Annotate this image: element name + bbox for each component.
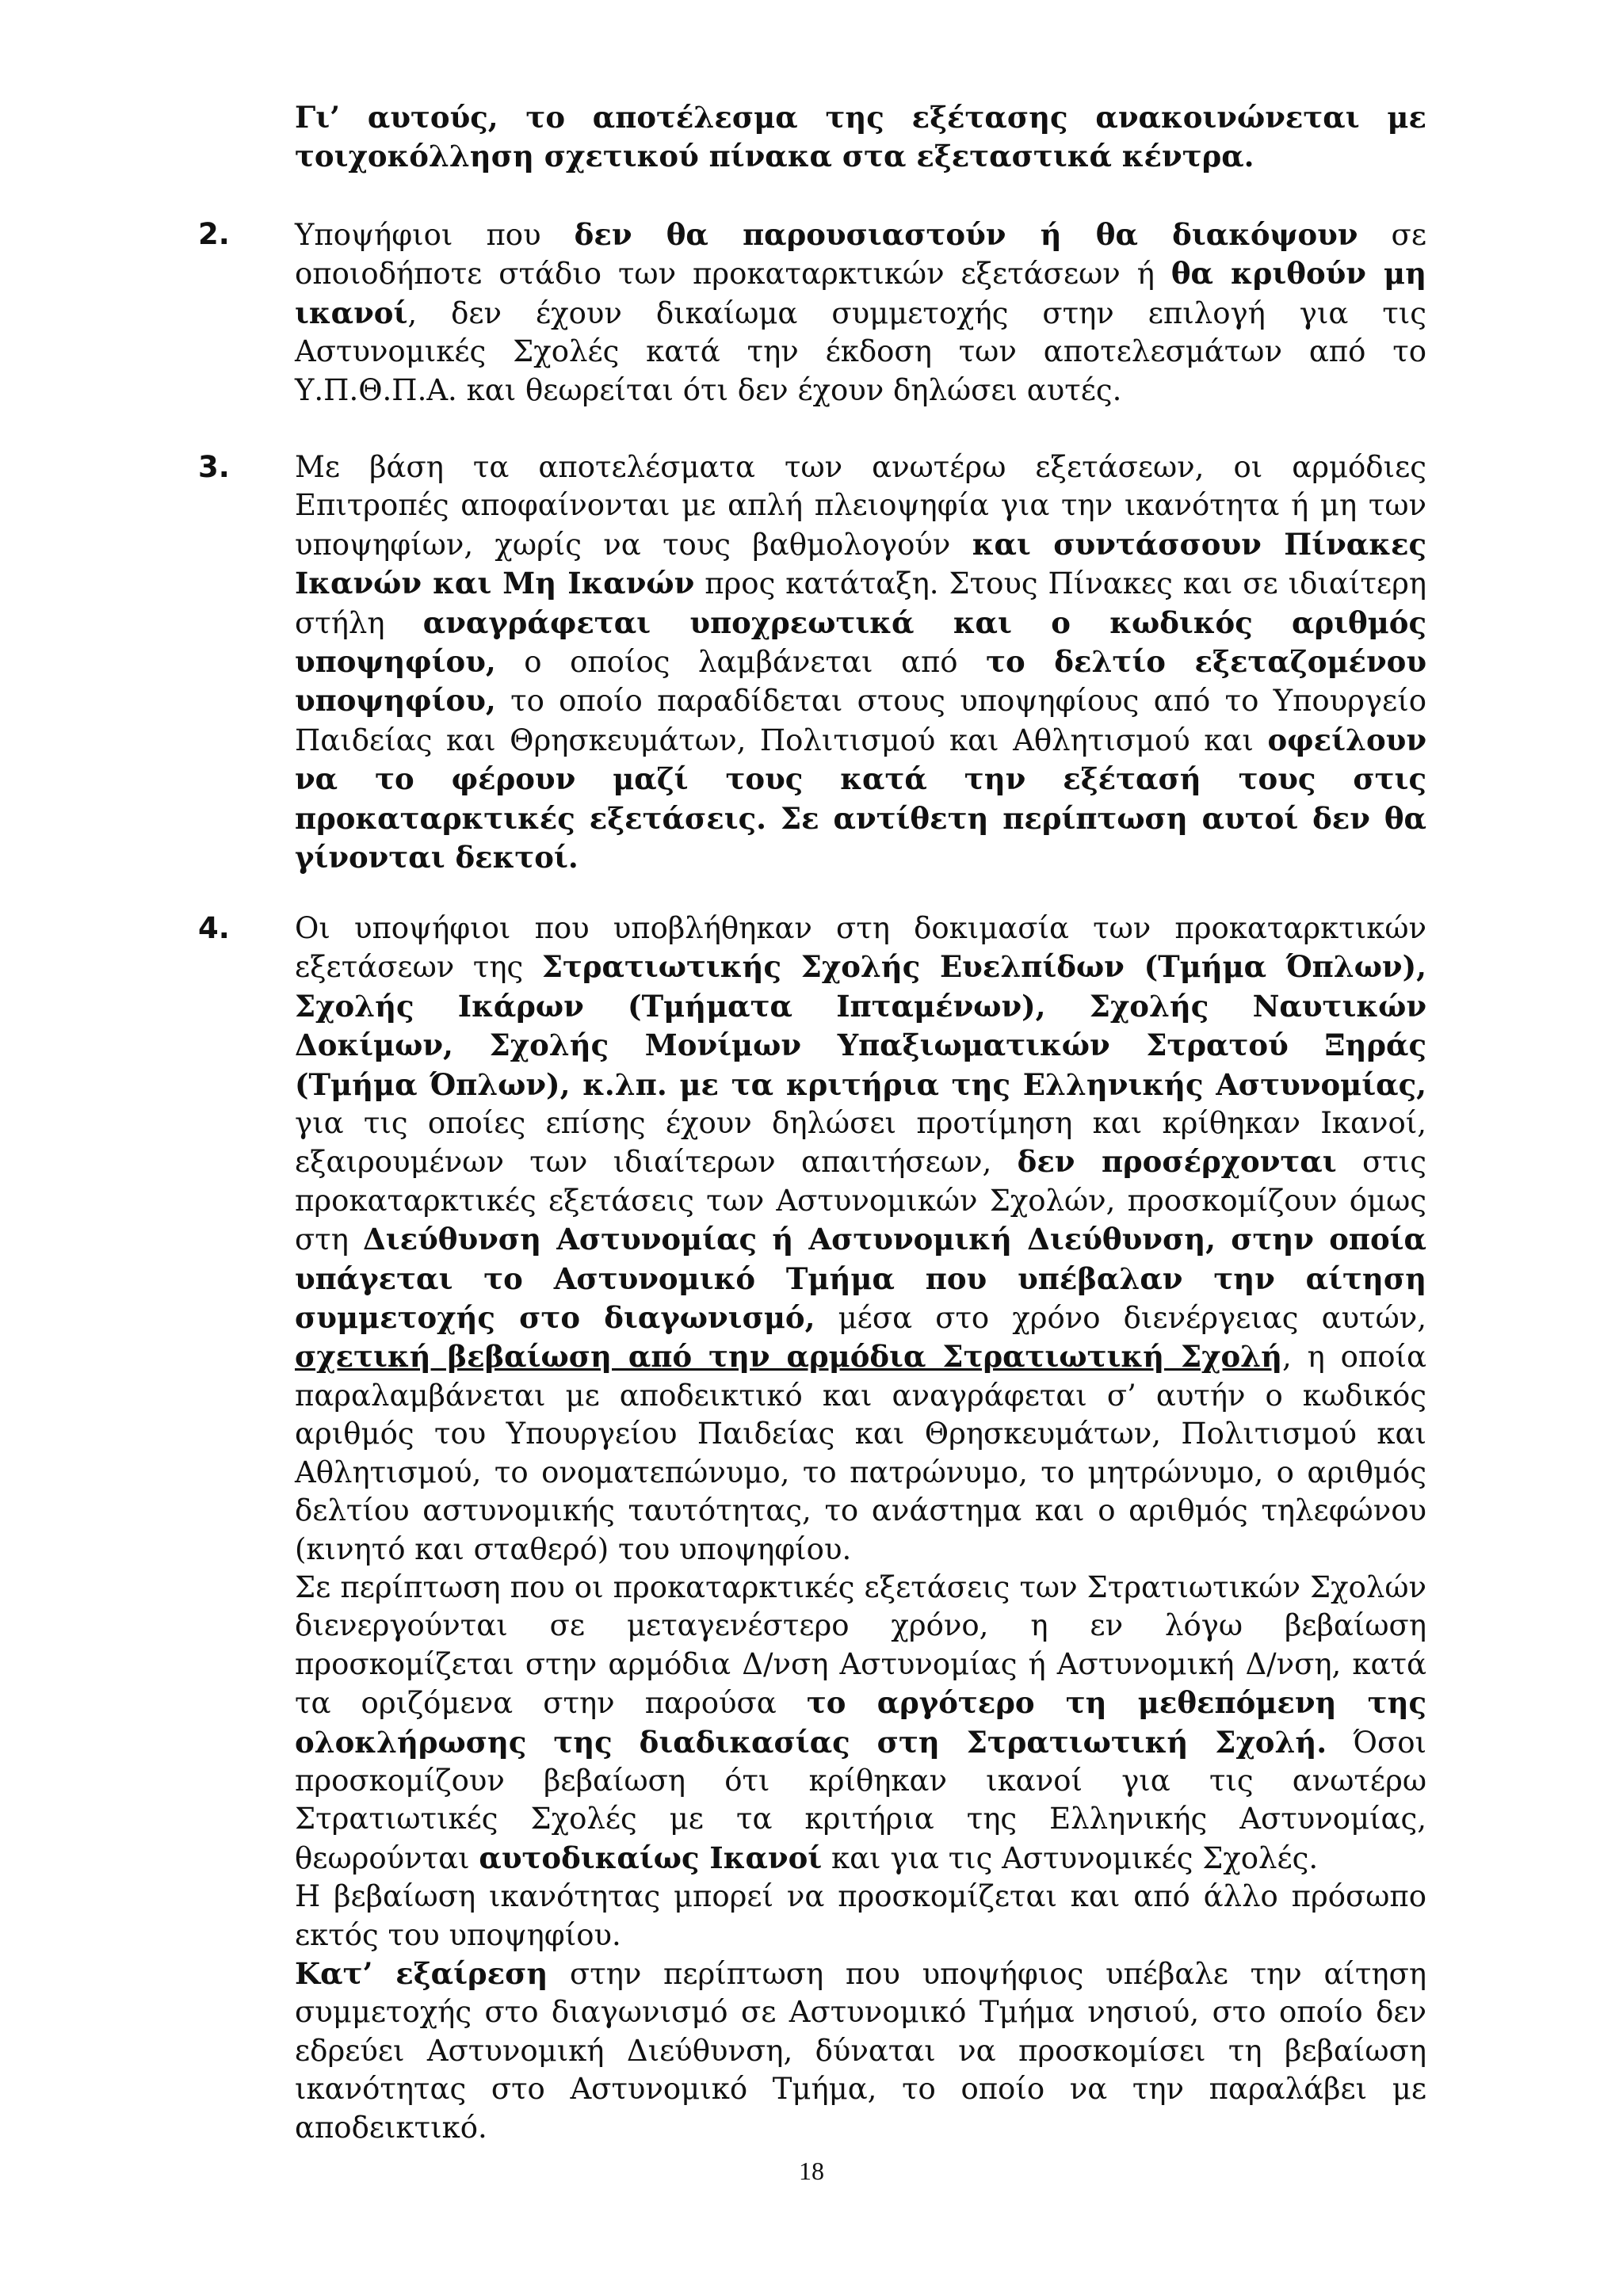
item-4-subparagraph-4 — [295, 1955, 1426, 2147]
item-2-text: σε οποιοδήποτε στάδιο των προκαταρκτικών εξετάσεων ή — [295, 218, 1426, 292]
item-3-paragraph — [295, 448, 1426, 877]
item-4-subparagraph-2 — [295, 1569, 1426, 1878]
item-4-text: στις προκαταρκτικές εξετάσεις των Αστυνομικών Σχολών, προσκομίζουν όμως στη — [295, 1145, 1426, 1257]
item-4-text: Οι υποψήφιοι που υποβλήθηκαν στη δοκιμασία των προκαταρκτικών εξετάσεων της — [295, 911, 1426, 985]
item-4-text: Όσοι προσκομίζουν βεβαίωση ότι κρίθηκαν ικανοί για τις ανωτέρω Στρατιωτικές Σχολές με τα κριτήρια της Ελληνικής Αστυνομίας, θεωρούνται — [295, 1725, 1426, 1875]
item-4-bold: το αργότερο τη μεθεπόμενη της ολοκλήρωσης της διαδικασίας στη Στρατιωτική Σχολή. — [295, 1685, 1426, 1760]
item-3-bold: αναγράφεται υποχρεωτικά και ο κωδικός αριθμός υποψηφίου, — [295, 605, 1426, 680]
item-3-bold: και συντάσσουν Πίνακες Ικανών και Μη Ικανών — [295, 526, 1426, 601]
item-4-bold: Διεύθυνση Αστυνομίας ή Αστυνομική Διεύθυνση, στην οποία υπάγεται το Αστυνομικό Τμήμα που υπέβαλαν την αίτηση συμμετοχής στο διαγωνισμό, — [295, 1222, 1427, 1336]
intro-text: Γι’ αυτούς, το αποτέλεσμα της εξέτασης ανακοινώνεται με τοιχοκόλληση σχετικού πίνακα στα εξεταστικά κέντρα. — [295, 100, 1426, 174]
item-4-text: μέσα στο χρόνο διενέργειας αυτών, — [815, 1301, 1427, 1336]
item-4-text: , η οποία παραλαμβάνεται με αποδεικτικό και αναγράφεται σ’ αυτήν ο κωδικός αριθμός του Υπουργείου Παιδείας και Θρησκευμάτων, Πολιτισμού και Αθλητισμού, το ονοματεπώνυμο, το πατρώνυμο, το μητρώνυμο, ο αριθμός δελτίου αστυνομικής ταυτότητας, το ανάστημα και ο αριθμός τηλεφώνου (κινητό και σταθερό) του υποψηφίου. — [295, 1340, 1426, 1566]
item-3-bold: οφείλουν να το φέρουν μαζί τους κατά την εξέτασή τους στις προκαταρκτικές εξετάσεις. Σε αντίθετη περίπτωση αυτοί δεν θα γίνονται δεκτοί. — [295, 722, 1426, 875]
item-2-text: , δεν έχουν δικαίωμα συμμετοχής στην επιλογή για τις Αστυνομικές Σχολές κατά την έκδοση των αποτελεσμάτων από το Υ.Π.Θ.Π.Α. και θεωρείται ότι δεν έχουν δηλώσει αυτές. — [295, 296, 1426, 407]
item-4-bold: Κατ’ εξαίρεση — [295, 1955, 548, 1991]
item-2-text: Υποψήφιοι που — [295, 218, 575, 252]
page-number: 18 — [799, 2157, 824, 2185]
item-4-bold: αυτοδικαίως Ικανοί — [479, 1840, 823, 1875]
item-3-text: το οποίο παραδίδεται στους υποψηφίους από το Υπουργείο Παιδείας και Θρησκευμάτων, Πολιτισμού και Αθλητισμού και — [295, 684, 1426, 757]
item-4-text: Η βεβαίωση ικανότητας μπορεί να προσκομίζεται και από άλλο πρόσωπο εκτός του υποψηφίου. — [295, 1879, 1426, 1952]
item-4-paragraph — [295, 910, 1426, 2147]
intro-paragraph — [295, 98, 1426, 177]
item-4-subparagraph-1 — [295, 910, 1426, 1569]
item-2-number: 2. — [198, 217, 230, 251]
item-3-bold: το δελτίο εξεταζομένου υποψηφίου, — [295, 644, 1426, 719]
item-2-bold: δεν θα παρουσιαστούν ή θα διακόψουν — [574, 217, 1358, 252]
item-4-text: Σε περίπτωση που οι προκαταρκτικές εξετάσεις των Στρατιωτικών Σχολών διενεργούνται σε μεταγενέστερο χρόνο, η εν λόγω βεβαίωση προσκομίζεται στην αρμόδια Δ/νση Αστυνομίας ή Αστυνομική Δ/νση, κατά τα οριζόμενα στην παρούσα — [295, 1569, 1426, 1721]
item-4-bold: Στρατιωτικής Σχολής Ευελπίδων (Τμήμα Όπλων), Σχολής Ικάρων (Τμήματα Ιπταμένων), Σχολής Ναυτικών Δοκίμων, Σχολής Μονίμων Υπαξιωματικών Στρατού Ξηράς (Τμήμα Όπλων), κ.λπ. με τα κριτήρια της Ελληνικής Αστυνομίας, — [295, 949, 1426, 1102]
item-4-bold: δεν προσέρχονται — [1017, 1144, 1337, 1180]
item-4-text: και για τις Αστυνομικές Σχολές. — [822, 1840, 1319, 1875]
item-2-paragraph — [295, 215, 1426, 410]
item-3-number: 3. — [198, 450, 230, 484]
item-2-bold: θα κριθούν μη ικανοί — [295, 256, 1426, 330]
item-4-text: για τις οποίες επίσης έχουν δηλώσει προτίμηση και κρίθηκαν Ικανοί, εξαιρουμένων των ιδιαίτερων απαιτήσεων, — [295, 1106, 1426, 1180]
item-3-text: Με βάση τα αποτελέσματα των ανωτέρω εξετάσεων, οι αρμόδιες Επιτροπές αποφαίνονται με απλή πλειοψηφία για την ικανότητα ή μη των υποψηφίων, χωρίς να τους βαθμολογούν — [295, 450, 1426, 562]
item-3-text: ο οποίος λαμβάνεται από — [495, 645, 987, 680]
item-4-subparagraph-3 — [295, 1878, 1426, 1955]
item-4-text: στην περίπτωση που υποψήφιος υπέβαλε την αίτηση συμμετοχής στο διαγωνισμό σε Αστυνομικό Τμήμα νησιού, στο οποίο δεν εδρεύει Αστυνομική Διεύθυνση, δύναται να προσκομίσει τη βεβαίωση ικανότητας στο Αστυνομικό Τμήμα, το οποίο να την παραλάβει με αποδεικτικό. — [295, 1956, 1426, 2145]
item-4-number: 4. — [198, 911, 230, 945]
item-3-text: προς κατάταξη. Στους Πίνακες και σε ιδιαίτερη στήλη — [295, 566, 1426, 640]
item-4-underlined: σχετική βεβαίωση από την αρμόδια Στρατιωτική Σχολή — [295, 1339, 1282, 1375]
